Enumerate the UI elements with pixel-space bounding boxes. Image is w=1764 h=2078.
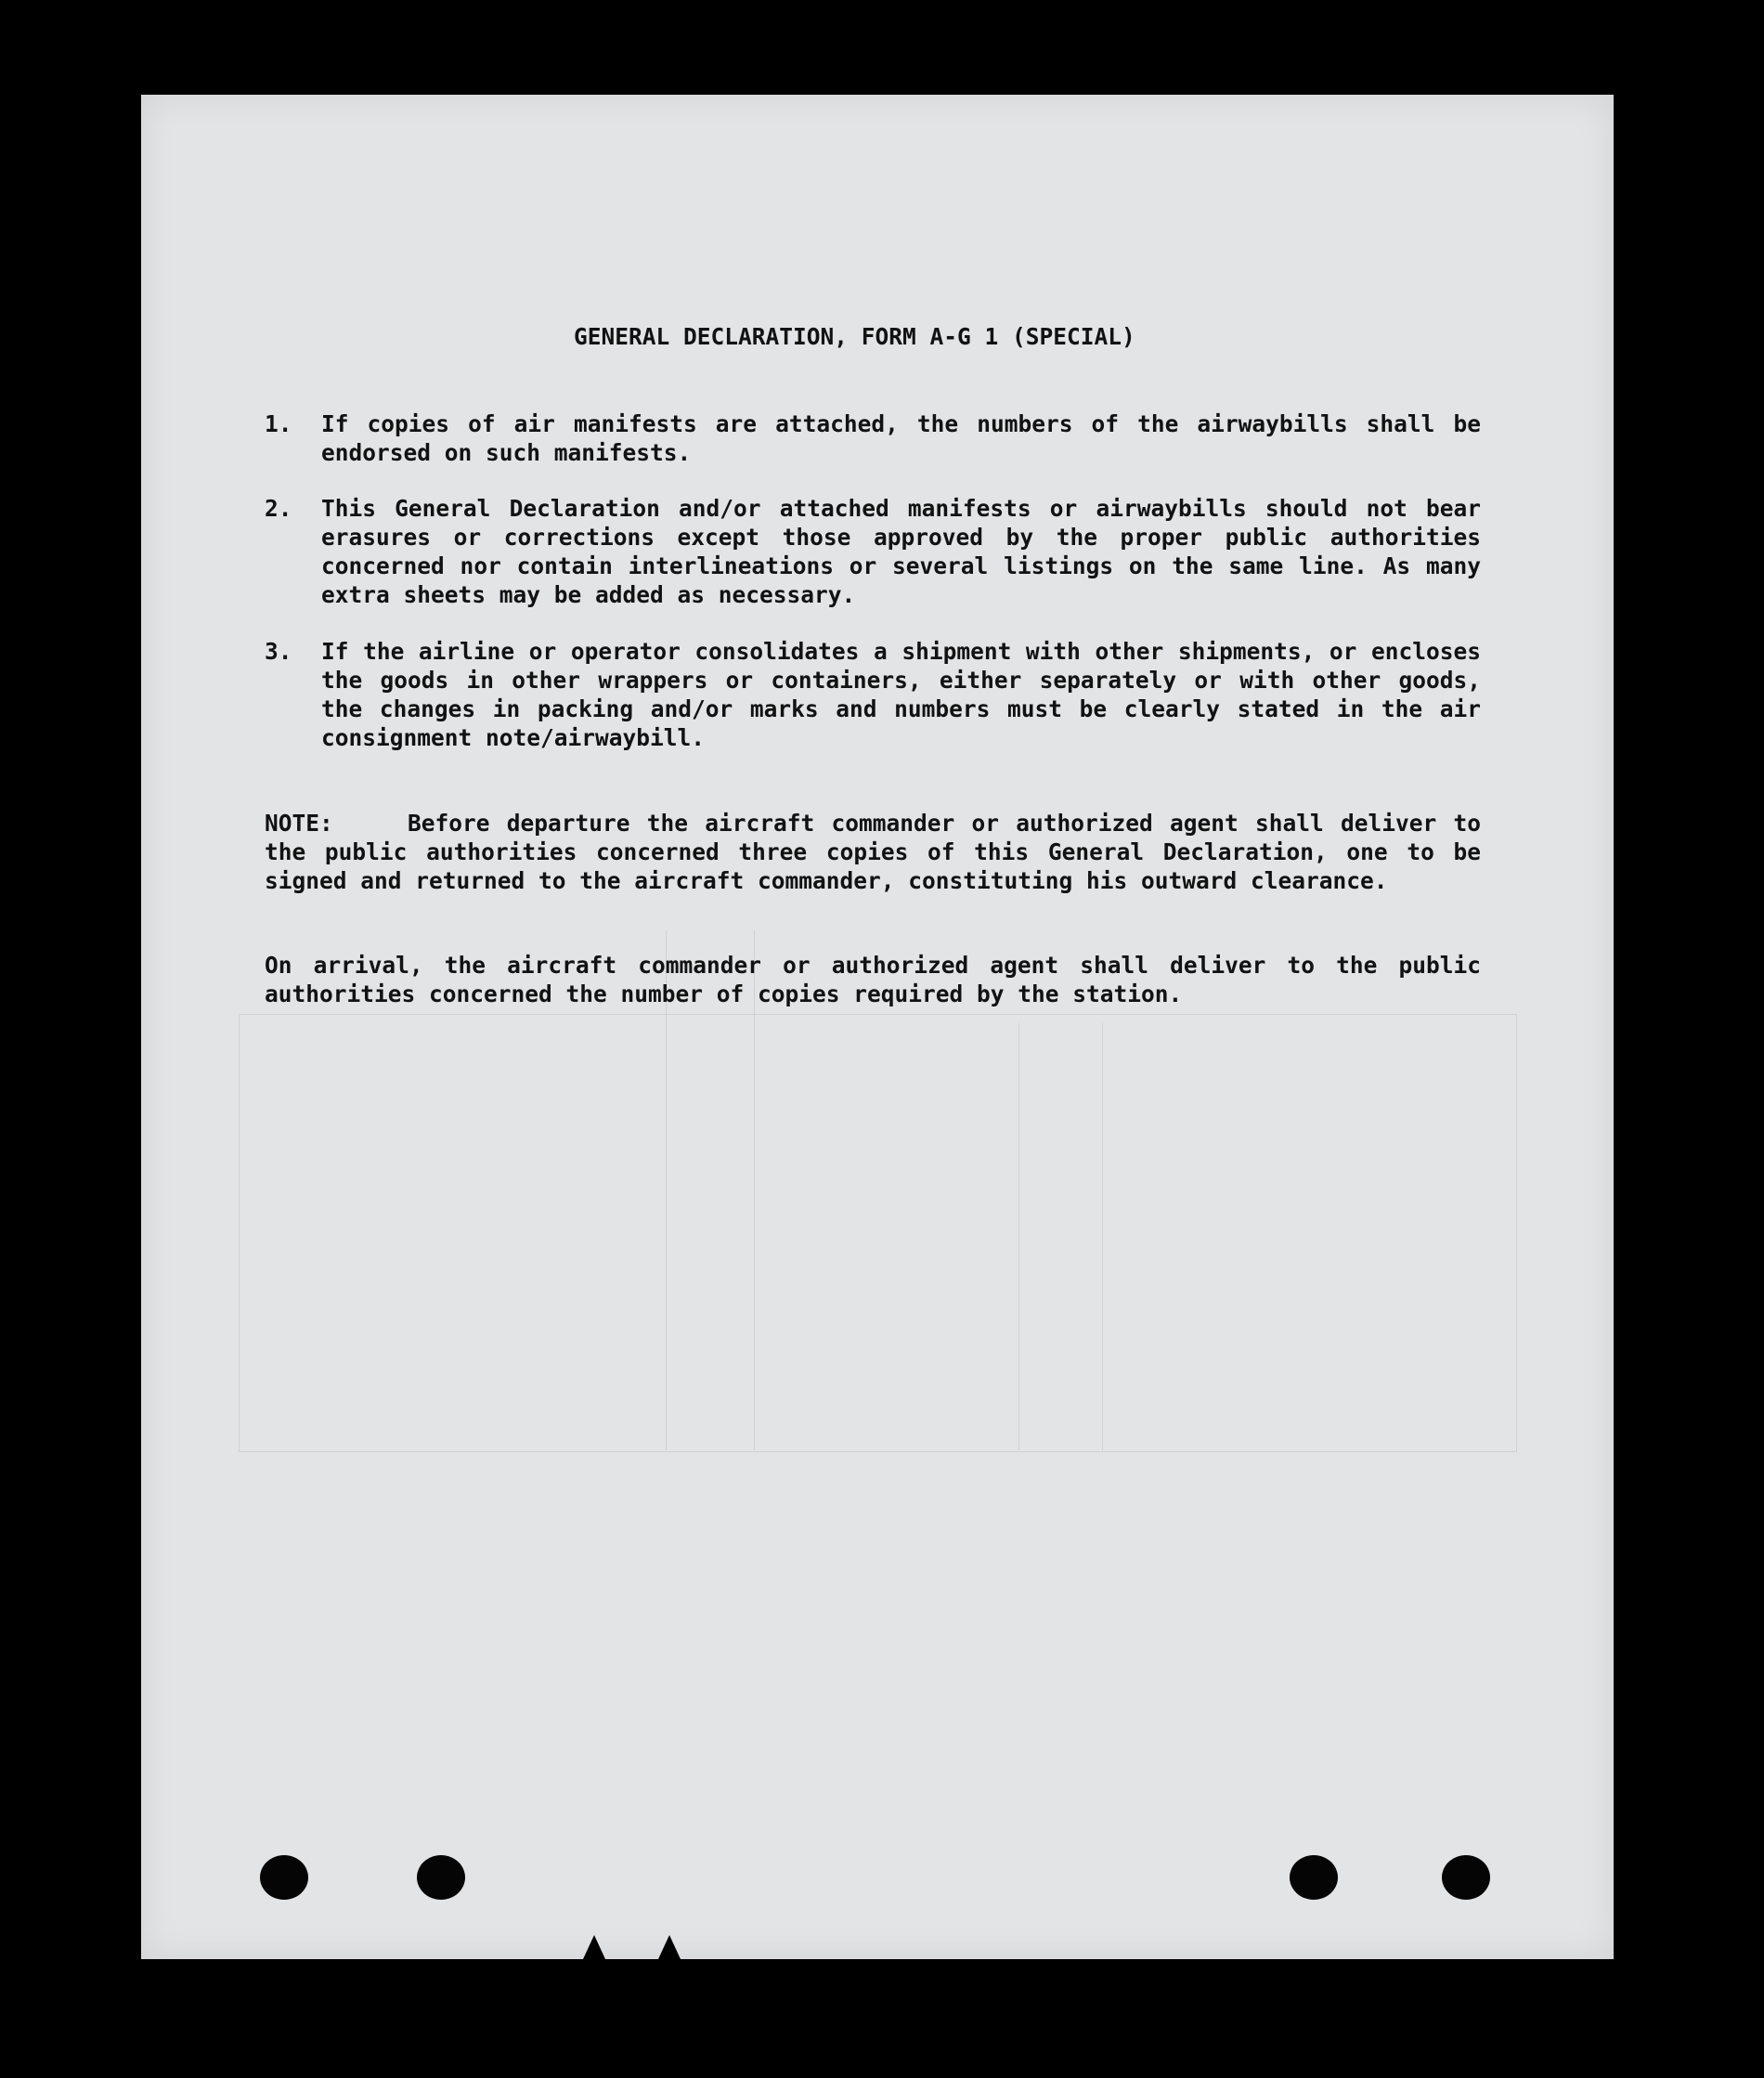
punch-hole (1290, 1855, 1338, 1900)
punch-hole (1442, 1855, 1490, 1900)
form-title: GENERAL DECLARATION, FORM A-G 1 (SPECIAL) (574, 323, 1135, 350)
punch-hole (417, 1855, 465, 1900)
arrival-paragraph: On arrival, the aircraft commander or authorized agent shall deliver to the public authorities concerned the number of copies required by the station. (265, 952, 1481, 1007)
item-number: 3. (265, 638, 292, 665)
note-paragraph (265, 809, 1481, 895)
item-text: If the airline or operator consolidates a shipment with other shipments, or encloses the goods in other wrappers or containers, either separately or with other goods, the changes in packing and/or marks and numbers must be clearly stated in the air consignment note/airwaybill. (321, 638, 1481, 751)
bleed-through-rule (666, 930, 667, 1450)
punch-hole (260, 1855, 308, 1900)
document-page (141, 95, 1614, 1959)
list-item (265, 494, 1481, 609)
note-text: Before departure the aircraft commander or authorized agent shall deliver to the public authorities concerned three copies of this General Declaration, one to be signed and returned to the aircraft commander, constituting his outward clearance. (265, 810, 1481, 894)
bleed-through-rule (754, 930, 755, 1450)
bleed-through-rule (1102, 1023, 1103, 1450)
note-label: NOTE: (265, 810, 333, 837)
item-text: If copies of air manifests are attached, the numbers of the airwaybills shall be endorsed on such manifests. (321, 410, 1481, 466)
bleed-through-box (239, 1014, 1517, 1452)
item-number: 2. (265, 495, 292, 522)
paper-notch (583, 1935, 605, 1959)
bleed-through-rule (1018, 1023, 1019, 1450)
paper-notch (658, 1935, 681, 1959)
list-item (265, 409, 1481, 467)
list-item (265, 637, 1481, 752)
item-text: This General Declaration and/or attached manifests or airwaybills should not bear erasures or corrections except those approved by the proper public authorities concerned nor contain interlineations or several listings on the same line. As many extra sheets may be added as necessary. (321, 495, 1481, 608)
item-number: 1. (265, 410, 292, 437)
